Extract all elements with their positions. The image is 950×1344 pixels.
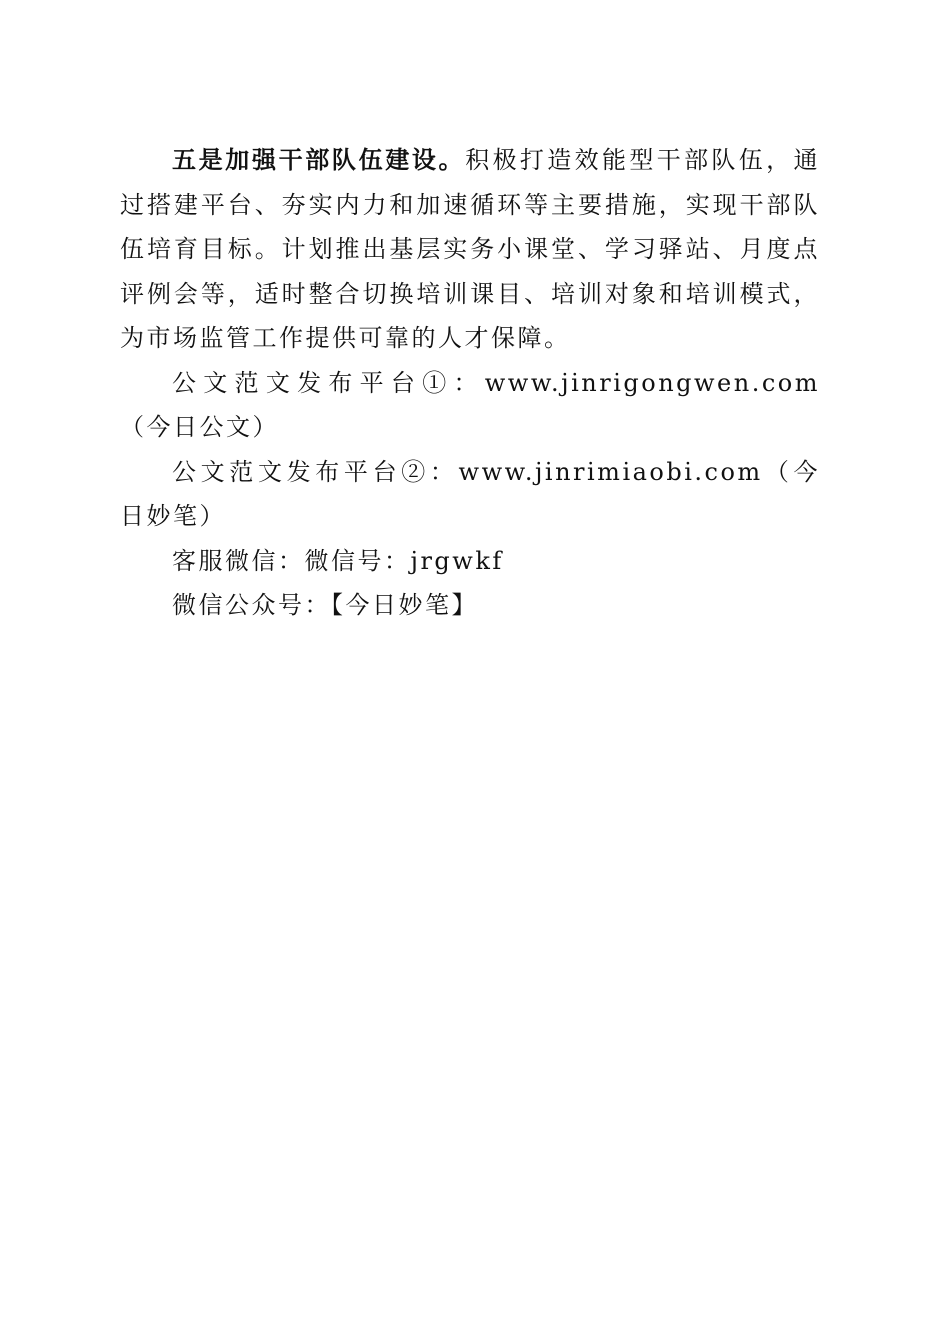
paragraph-cadre-team: [120, 138, 820, 361]
document-body: [120, 138, 820, 628]
paragraph-lead-heading: 五是加强干部队伍建设。: [172, 145, 466, 174]
paragraph-body-text: 积极打造效能型干部队伍，通过搭建平台、夯实内力和加速循环等主要措施，实现干部队伍培育目标。计划推出基层实务小课堂、学习驿站、月度点评例会等，适时整合切换培训课目、培训对象和培训模式，为市场监管工作提供可靠的人才保障。: [120, 146, 820, 352]
customer-service-line: 客服微信：微信号：jrgwkf: [172, 546, 504, 575]
platform-line-1: 公文范文发布平台①：www.jinrigongwen.com（今日公文）: [120, 368, 820, 441]
platform-line-2: 公文范文发布平台②：www.jinrimiaobi.com（今日妙笔）: [120, 457, 820, 530]
wechat-official-line: 微信公众号：【今日妙笔】: [172, 591, 478, 619]
